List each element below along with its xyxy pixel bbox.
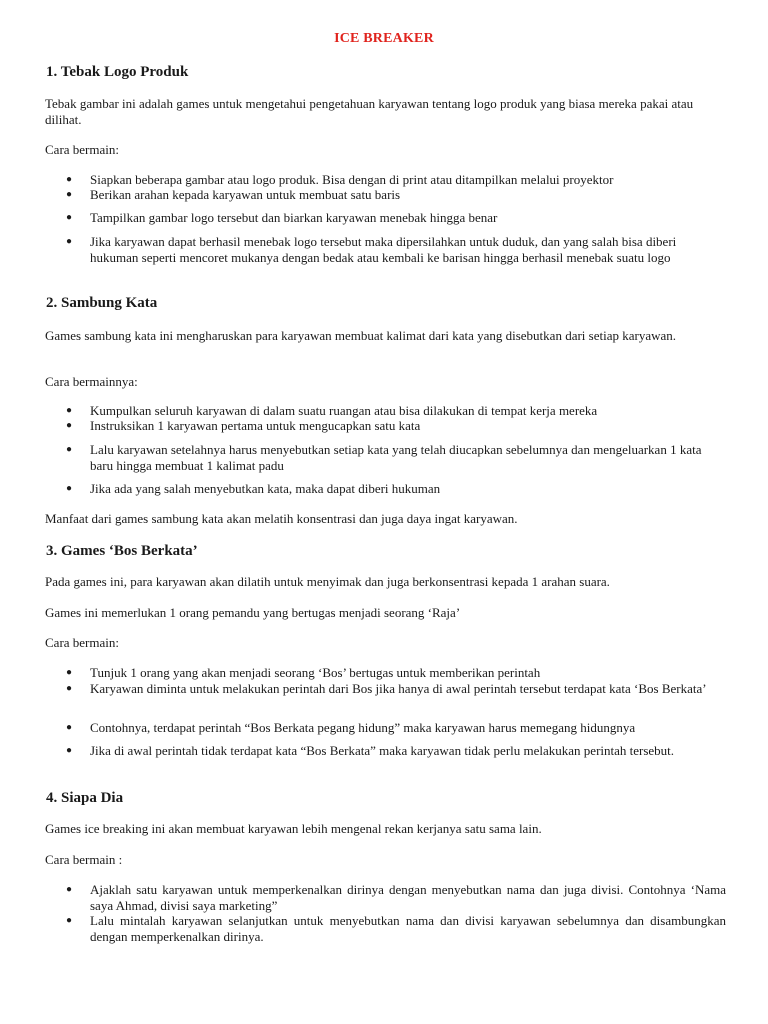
bullet-icon: ● [66, 420, 73, 431]
section-intro: Games ice breaking ini akan membuat karyawan lebih mengenal rekan kerjanya satu sama lain. [45, 821, 542, 836]
list-item: ● Lalu karyawan setelahnya harus menyebutkan setiap kata yang telah diucapkan sebelumnya dan mengeluarkan 1 kata baru hingga membuat 1 kalimat padu [66, 442, 702, 473]
list-item: ● Instruksikan 1 karyawan pertama untuk mengucapkan satu kata [66, 418, 421, 433]
section-intro: Tebak gambar ini adalah games untuk mengetahui pengetahuan karyawan tentang logo produk yang biasa mereka pakai atau dilihat. [45, 96, 694, 127]
bullet-icon: ● [66, 915, 73, 926]
list-item: ● Berikan arahan kepada karyawan untuk membuat satu baris [66, 187, 401, 202]
bullet-icon: ● [66, 444, 73, 455]
how-to-play-label: Cara bermainnya: [45, 374, 138, 389]
page-title: ICE BREAKER [334, 31, 434, 46]
list-item: ● Karyawan diminta untuk melakukan perintah dari Bos jika hanya di awal perintah tersebut terdapat kata ‘Bos Berkata’ [66, 681, 707, 696]
bullet-icon: ● [66, 722, 73, 733]
bullet-icon: ● [66, 405, 73, 416]
list-item: ● Tunjuk 1 orang yang akan menjadi seorang ‘Bos’ bertugas untuk memberikan perintah [66, 665, 541, 680]
list-item: ● Jika ada yang salah menyebutkan kata, maka dapat diberi hukuman [66, 481, 441, 496]
how-to-play-label: Cara bermain : [45, 852, 123, 867]
list-item: ● Tampilkan gambar logo tersebut dan biarkan karyawan menebak hingga benar [66, 210, 498, 225]
list-item: ● Ajaklah satu karyawan untuk memperkenalkan dirinya dengan menyebutkan nama dan juga divisi. Contohnya ‘Nama saya Ahmad, divisi saya marketing” [66, 882, 726, 913]
bullet-icon: ● [66, 667, 73, 678]
bullet-icon: ● [66, 189, 73, 200]
bullet-icon: ● [66, 884, 73, 895]
how-to-play-label: Cara bermain: [45, 142, 119, 157]
list-item: ● Contohnya, terdapat perintah “Bos Berkata pegang hidung” maka karyawan harus memegang hidungnya [66, 720, 636, 735]
bullet-icon: ● [66, 212, 73, 223]
bullet-icon: ● [66, 683, 73, 694]
section-heading: 3. Games ‘Bos Berkata’ [46, 543, 198, 559]
section-heading: 1. Tebak Logo Produk [46, 64, 189, 80]
how-to-play-label: Cara bermain: [45, 635, 119, 650]
list-item: ● Kumpulkan seluruh karyawan di dalam suatu ruangan atau bisa dilakukan di tempat kerja mereka [66, 403, 598, 418]
section-intro-2: Games ini memerlukan 1 orang pemandu yang bertugas menjadi seorang ‘Raja’ [45, 605, 461, 620]
bullet-icon: ● [66, 174, 73, 185]
bullet-icon: ● [66, 483, 73, 494]
section-heading: 4. Siapa Dia [46, 790, 124, 806]
section-intro: Pada games ini, para karyawan akan dilatih untuk menyimak dan juga berkonsentrasi kepada 1 arahan suara. [45, 574, 610, 589]
section-outro: Manfaat dari games sambung kata akan melatih konsentrasi dan juga daya ingat karyawan. [45, 511, 518, 526]
section-heading: 2. Sambung Kata [46, 295, 158, 311]
list-item: ● Lalu mintalah karyawan selanjutkan untuk menyebutkan nama dan divisi karyawan sebelumnya dan disambungkan dengan memperkenalkan dirinya. [66, 913, 726, 944]
bullet-icon: ● [66, 236, 73, 247]
section-intro: Games sambung kata ini mengharuskan para karyawan membuat kalimat dari kata yang disebutkan dari setiap karyawan. [45, 328, 677, 343]
list-item: ● Siapkan beberapa gambar atau logo produk. Bisa dengan di print atau ditampilkan melalui proyektor [66, 172, 614, 187]
bullet-icon: ● [66, 745, 73, 756]
list-item: ● Jika di awal perintah tidak terdapat kata “Bos Berkata” maka karyawan tidak perlu melakukan perintah tersebut. [66, 743, 675, 758]
list-item: ● Jika karyawan dapat berhasil menebak logo tersebut maka dipersilahkan untuk duduk, dan yang salah bisa diberi hukuman seperti mencoret mukanya dengan bedak atau kembali ke barisan hingga berhasil menebak suatu logo [66, 234, 677, 265]
